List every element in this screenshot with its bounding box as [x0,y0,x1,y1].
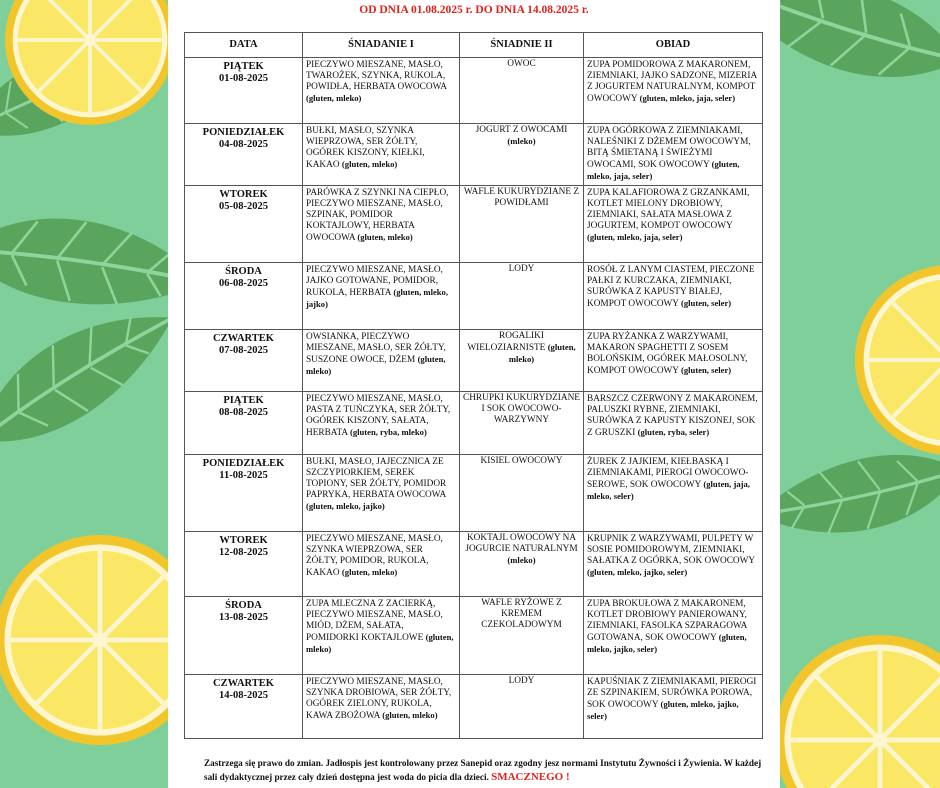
footer-note-text: Zastrzega się prawo do zmian. Jadłospis jest kontrolowany przez Sanepid oraz zgodny jesz normami Instytutu Żywności i Żywienia. W każdej sali dydaktycznej przez cały dzień dostępna jest woda do picia dla dzieci. [204,758,762,782]
lunch-cell [584,58,763,124]
breakfast-1-cell-text: PIECZYWO MIESZANE, MASŁO, SZYNKA DROBIOWA, SER ŻÓŁTY, OGÓREK ZIELONY, RUKOLA, KAWA ZBOŻOWA [306,677,452,721]
breakfast-2-cell [460,597,584,675]
breakfast-2-cell-text: LODY [508,676,535,686]
breakfast-1-cell-text: BUŁKI, MASŁO, SZYNKA WIEPRZOWA, SER ŻÓŁTY, OGÓREK KISZONY, KIEŁKI, KAKAO [306,126,425,170]
menu-table [184,32,763,739]
menu-row [185,455,763,532]
day-date: 12-08-2025 [219,547,268,558]
allergens-label: (gluten, mleko, jaja, seler) [639,92,736,103]
breakfast-2-cell-text: KISIEL OWOCOWY [480,456,563,466]
breakfast-2-cell-text: OWOC [507,59,536,69]
day-name: PIĄTEK [223,395,264,406]
allergens-label: (gluten, mleko) [508,341,576,364]
breakfast-2-cell [460,58,584,124]
day-date: 13-08-2025 [219,612,268,623]
day-name: PONIEDZIAŁEK [202,127,285,138]
breakfast-1-cell-text: PIECZYWO MIESZANE, MASŁO, PASTA Z TUŃCZYKA, SER ŻÓŁTY, OGÓREK KISZONY, SAŁATA, HERBATA [306,394,451,438]
allergens-label: (gluten, seler) [681,364,732,375]
day-name: PONIEDZIAŁEK [202,458,285,469]
lunch-cell [584,330,763,392]
lunch-cell [584,124,763,186]
day-cell [185,58,303,124]
smacznego-text: SMACZNEGO ! [491,771,570,783]
day-name: PIĄTEK [223,61,264,72]
menu-row [185,392,763,455]
day-date: 05-08-2025 [219,201,268,212]
leaf-left-bottom [0,286,193,467]
col-header-lunch: OBIAD [584,33,763,58]
breakfast-1-cell [303,186,460,263]
lunch-cell-text: ZUPA POMIDOROWA Z MAKARONEM, ZIEMNIAKI, JAJKO SADZONE, MIZERIA Z JOGURTEM NATURALNYM, KOMPOT OWOCOWY [587,60,757,104]
lunch-cell [584,532,763,597]
col-header-date: DATA [185,33,303,58]
day-cell [185,392,303,455]
allergens-label: (gluten, mleko) [357,231,413,242]
menu-sheet [168,0,780,788]
lunch-cell [584,675,763,739]
allergens-label: (mleko) [507,554,536,565]
day-cell [185,186,303,263]
allergens-label: (gluten, mleko, jajko, seler) [587,698,739,721]
breakfast-2-cell [460,330,584,392]
lemon-right-mid [855,265,940,455]
menu-row [185,58,763,124]
allergens-label: (gluten, mleko) [341,158,398,169]
breakfast-2-cell [460,124,584,186]
allergens-label: (gluten, mleko, jajko) [306,286,448,309]
breakfast-2-cell [460,675,584,739]
breakfast-2-cell-text: WAFLE RYŻOWE Z KREMEM CZEKOLADOWYM [481,598,562,630]
day-name: CZWARTEK [213,678,274,689]
breakfast-2-cell-text: LODY [508,264,535,274]
breakfast-1-cell-text: OWSIANKA, PIECZYWO MIESZANE, MASŁO, SER ŻÓŁTY, SUSZONE OWOCE, DŻEM [306,332,446,365]
day-name: WTOREK [219,535,268,546]
menu-period-heading: OD DNIA 01.08.2025 r. DO DNIA 14.08.2025 r. [359,4,589,16]
allergens-label: (gluten, jaja, mleko, seler) [587,478,750,501]
breakfast-2-cell [460,186,584,263]
col-header-breakfast-1: ŚNIADANIE I [303,33,460,58]
day-cell [185,597,303,675]
breakfast-1-cell-text: ZUPA MLECZNA Z ZACIERKĄ, PIECZYWO MIESZANE, MASŁO, MIÓD, DŻEM, SAŁATA, POMIDORKI KOKTAJLOWE [306,599,443,643]
menu-row [185,186,763,263]
day-name: ŚRODA [225,266,262,277]
day-date: 07-08-2025 [219,345,268,356]
day-cell [185,532,303,597]
breakfast-1-cell [303,597,460,675]
day-name: ŚRODA [225,600,262,611]
breakfast-2-cell-text: ROGALIKI WIELOZIARNISTE [467,331,546,353]
breakfast-2-cell-text: CHRUPKI KUKURYDZIANE I SOK OWOCOWO-WARZYWNY [463,393,580,425]
allergens-label: (gluten, mleko, jaja, seler) [587,231,683,242]
lunch-cell-text: ZUPA RYŻANKA Z WARZYWAMI, MAKARON SPAGHETTI Z SOSEM BOLOŃSKIM, OGÓREK MAŁOSOLNY, KOMPOT OWOCOWY [587,332,748,376]
breakfast-1-cell [303,455,460,532]
allergens-label: (gluten, mleko, jajko, seler) [587,566,688,577]
menu-row [185,263,763,330]
day-cell [185,455,303,532]
breakfast-2-cell [460,392,584,455]
menu-row [185,597,763,675]
day-cell [185,263,303,330]
menu-row [185,675,763,739]
lunch-cell [584,392,763,455]
lunch-cell [584,263,763,330]
breakfast-1-cell [303,58,460,124]
breakfast-1-cell-text: PIECZYWO MIESZANE, MASŁO, TWAROŻEK, SZYNKA, RUKOLA, POWIDŁA, HERBATA OWOCOWA [306,60,447,92]
lunch-cell [584,597,763,675]
allergens-label: (gluten, mleko, jajko) [306,500,385,511]
lunch-cell-text: ŻUREK Z JAJKIEM, KIEŁBASKĄ I ZIEMNIAKAMI, PIEROGI OWOCOWO- SEROWE, SOK OWOCOWY [587,457,749,490]
lunch-cell [584,455,763,532]
day-date: 04-08-2025 [219,139,268,150]
breakfast-2-cell [460,532,584,597]
allergens-label: (gluten, ryba, mleko) [349,426,427,437]
lunch-cell [584,186,763,263]
lunch-cell-text: ZUPA BROKUŁOWA Z MAKARONEM, KOTLET DROBIOWY PANIEROWANY, ZIEMNIAKI, FASOLKA SZPARAGOWA GOTOWANA, SOK OWOCOWY [587,599,747,643]
menu-row [185,124,763,186]
breakfast-1-cell [303,392,460,455]
day-name: CZWARTEK [213,333,274,344]
lunch-cell-text: ZUPA KALAFIOROWA Z GRZANKAMI, KOTLET MIELONY DROBIOWY, ZIEMNIAKI, SAŁATA MASŁOWA Z JOGURTEM, KOMPOT OWOCOWY [587,188,750,231]
allergens-label: (gluten, ryba, seler) [637,426,710,437]
day-cell [185,675,303,739]
breakfast-2-cell-text: WAFLE KUKURYDZIANE Z POWIDŁAMI [463,187,580,208]
allergens-label: (gluten, mleko) [382,709,438,720]
lunch-cell-text: KRUPNIK Z WARZYWAMI, PULPETY W SOSIE POMIDOROWYM, ZIEMNIAKI, SAŁATKA Z OGÓRKA, SOK OWOCOWY [587,534,755,566]
breakfast-2-cell-text: JOGURT Z OWOCAMI [475,125,568,135]
menu-row [185,532,763,597]
lunch-cell-text: KAPUŚNIAK Z ZIEMNIAKAMI, PIEROGI ZE SZPINAKIEM, SURÓWKA POROWA, SOK OWOCOWY [587,677,757,710]
day-name: WTOREK [219,189,268,200]
breakfast-1-cell [303,263,460,330]
menu-header-row [185,33,763,58]
day-cell [185,330,303,392]
day-date: 08-08-2025 [219,407,268,418]
footer-note [204,756,764,784]
allergens-label: (gluten, mleko, jaja, seler) [587,158,740,181]
allergens-label: (mleko) [507,135,536,146]
allergens-label: (gluten, mleko) [306,353,446,376]
breakfast-1-cell-text: PARÓWKA Z SZYNKI NA CIEPŁO, PIECZYWO MIESZANE, MASŁO, SZPINAK, POMIDOR KOKTAJLOWY, HERBATA OWOCOWA [306,188,449,243]
lunch-cell-text: ROSÓŁ Z LANYM CIASTEM, PIECZONE PAŁKI Z KURCZAKA, ZIEMNIAKI, SURÓWKA Z KAPUSTY BIAŁEJ, KOMPOT OWOCOWY [587,265,755,309]
day-date: 14-08-2025 [219,690,268,701]
day-cell [185,124,303,186]
allergens-label: (gluten, seler) [681,297,732,308]
menu-row [185,330,763,392]
allergens-label: (gluten, mleko) [306,631,454,654]
lemon-right-bottom [775,635,940,788]
day-date: 06-08-2025 [219,278,268,289]
lunch-cell-text: ZUPA OGÓRKOWA Z ZIEMNIAKAMI, NALEŚNIKI Z DŻEMEM OWOCOWYM, BITĄ ŚMIETANĄ I ŚWIEŻYMI OWOCAMI, SOK OWOCOWY [587,126,751,170]
breakfast-1-cell-text: PIECZYWO MIESZANE, MASŁO, SZYNKA WIEPRZOWA, SER ŻÓŁTY, POMIDOR, RUKOLA, KAKAO [306,534,443,578]
allergens-label: (gluten, mleko) [306,92,362,103]
breakfast-1-cell-text: PIECZYWO MIESZANE, MASŁO, JAJKO GOTOWANE, POMIDOR, RUKOLA, HERBATA [306,265,443,298]
lunch-cell-text: BARSZCZ CZERWONY Z MAKARONEM, PALUSZKI RYBNE, ZIEMNIAKI, SURÓWKA Z KAPUSTY KISZONEJ, SOK Z GRUSZKI [587,394,758,438]
breakfast-1-cell [303,330,460,392]
breakfast-1-cell [303,675,460,739]
breakfast-1-cell-text: BUŁKI, MASŁO, JAJECZNICA ZE SZCZYPIORKIEM, SEREK TOPIONY, SER ŻÓŁTY, POMIDOR PAPRYKA, HERBATA OWOCOWA [306,457,447,500]
col-header-breakfast-2: ŚNIADNIE II [460,33,584,58]
breakfast-2-cell [460,455,584,532]
breakfast-1-cell [303,124,460,186]
day-date: 01-08-2025 [219,73,268,84]
breakfast-1-cell [303,532,460,597]
breakfast-2-cell-text: KOKTAJL OWOCOWY NA JOGURCIE NATURALNYM [465,533,578,554]
day-date: 11-08-2025 [219,470,268,481]
breakfast-2-cell [460,263,584,330]
allergens-label: (gluten, mleko, jajko, seler) [587,631,747,654]
allergens-label: (gluten, mleko) [341,566,398,577]
